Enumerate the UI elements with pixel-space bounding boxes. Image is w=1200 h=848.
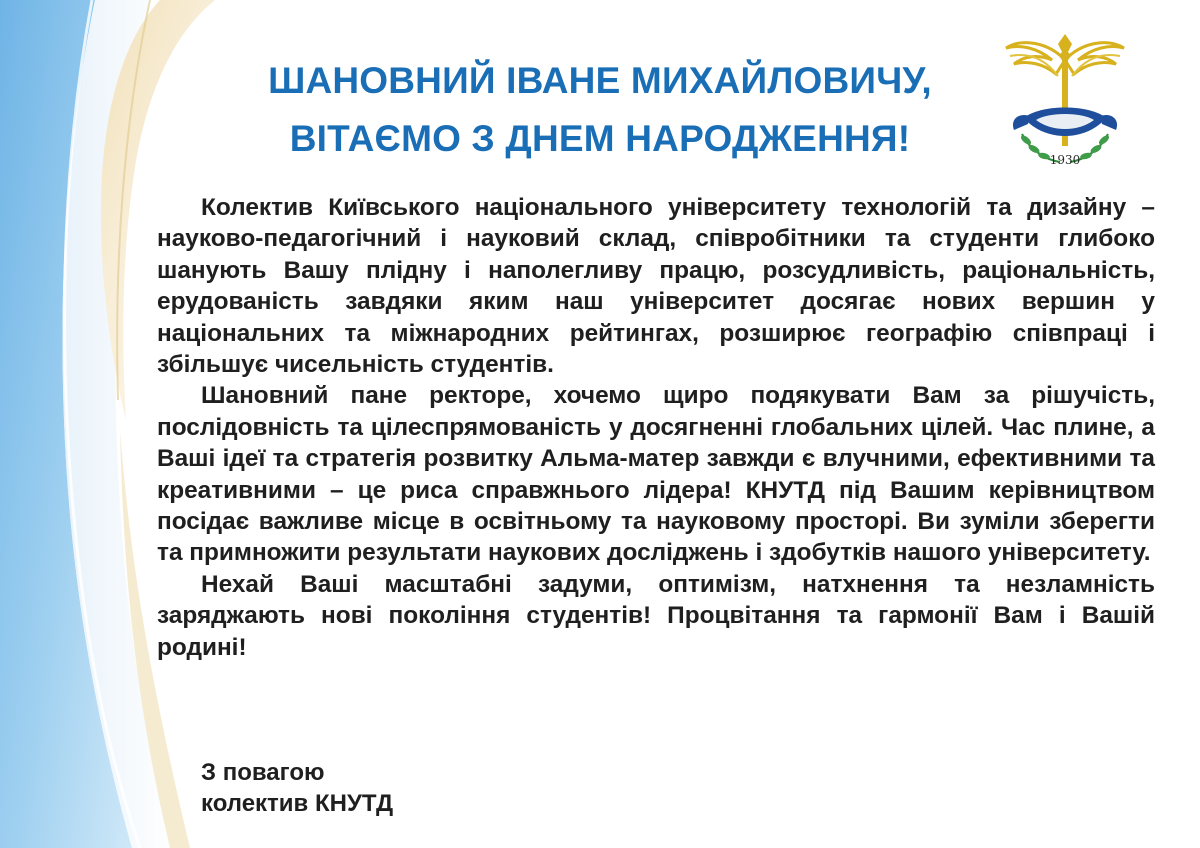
letter-body: [157, 192, 1155, 663]
title-line-1: ШАНОВНИЙ ІВАНЕ МИХАЙЛОВИЧУ,: [268, 60, 932, 101]
signature-line-1: З повагою: [201, 759, 325, 786]
signature: [201, 757, 393, 820]
letter-paragraph: Шановний пане ректоре, хочемо щиро подякувати Вам за рішучість, послідовність та цілеспрямованість у досягненні глобальних цілей. Час плине, а Ваші ідеї та стратегія розвитку Альма-матер завжди є влучними, ефективними та креативними – це риса справжнього лідера! КНУТД під Вашим керівництвом посідає важливе місце в освітньому та науковому просторі. Ви зуміли зберегти та примножити результати наукових досліджень і здобутків нашого університету.: [157, 382, 1155, 567]
emblem-year: 1930: [1049, 153, 1081, 167]
university-emblem-icon: [1000, 30, 1130, 170]
signature-line-2: колектив КНУТД: [201, 790, 394, 818]
letter-paragraph: Нехай Ваші масштабні задуми, оптимізм, натхнення та незламність заряджають нові покоління студентів! Процвітання та гармонії Вам і Вашій родині!: [157, 570, 1155, 661]
page-title: [150, 52, 1050, 168]
title-line-2: ВІТАЄМО З ДНЕМ НАРОДЖЕННЯ!: [289, 118, 911, 159]
letter-paragraph: Колектив Київського національного університету технологій та дизайну – науково-педагогічний і науковий склад, співробітники та студенти глибоко шанують Вашу плідну і наполегливу працю, розсудливість, раціональність, ерудованість завдяки яким наш університет досягає нових вершин у національних та міжнародних рейтингах, розширює географію співпраці і збільшує чисельність студентів.: [157, 194, 1155, 379]
